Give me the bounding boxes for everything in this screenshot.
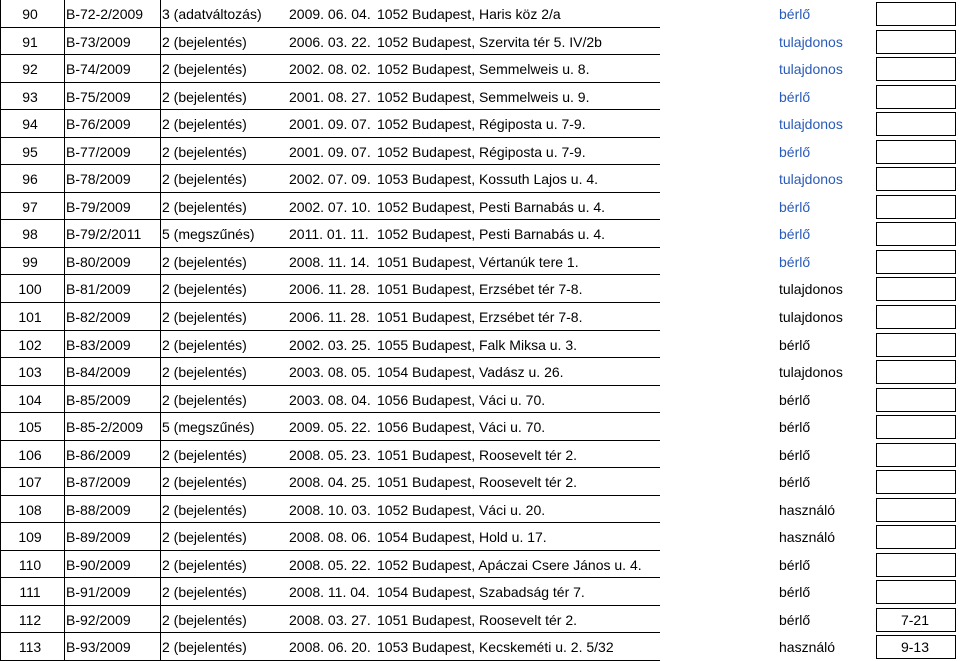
record-role: használó — [779, 639, 836, 655]
empty-cell-box — [876, 167, 956, 191]
record-type: 5 (megszűnés) — [162, 419, 255, 435]
record-address: 1055 Budapest, Falk Miksa u. 3. — [377, 337, 577, 353]
row-number: 105 — [18, 419, 42, 435]
record-date: 2001. 09. 07. — [289, 116, 371, 132]
record-date: 2008. 03. 27. — [289, 612, 371, 628]
record-address: 1052 Budapest, Váci u. 20. — [377, 502, 546, 518]
empty-cell-box — [876, 443, 956, 467]
record-date: 2009. 06. 04. — [289, 6, 371, 22]
record-date: 2003. 08. 04. — [289, 392, 371, 408]
table-row — [0, 28, 960, 56]
record-date: 2006. 11. 28. — [289, 281, 370, 297]
record-type: 2 (bejelentés) — [162, 89, 247, 105]
record-role: bérlő — [779, 337, 811, 353]
record-role: bérlő — [779, 144, 811, 160]
empty-cell-box — [876, 635, 956, 659]
table-row — [0, 0, 960, 28]
record-date: 2001. 08. 27. — [289, 89, 371, 105]
record-address: 1051 Budapest, Roosevelt tér 2. — [377, 612, 578, 628]
record-role: tulajdonos — [779, 364, 843, 380]
table-row — [0, 633, 960, 661]
empty-cell-box — [876, 30, 956, 54]
record-role: bérlő — [779, 199, 811, 215]
empty-cell-box — [876, 140, 956, 164]
record-id: B-72-2/2009 — [66, 6, 144, 22]
row-number: 99 — [22, 254, 38, 270]
row-number: 100 — [18, 281, 42, 297]
record-address: 1054 Budapest, Szabadság tér 7. — [377, 584, 585, 600]
row-number: 106 — [18, 447, 42, 463]
record-address: 1052 Budapest, Semmelweis u. 9. — [377, 89, 590, 105]
table-row — [0, 303, 960, 331]
record-role: bérlő — [779, 612, 811, 628]
record-date: 2003. 08. 05. — [289, 364, 371, 380]
empty-cell-box — [876, 553, 956, 577]
record-type: 2 (bejelentés) — [162, 392, 247, 408]
record-address: 1052 Budapest, Pesti Barnabás u. 4. — [377, 199, 606, 215]
column-divider — [160, 0, 161, 661]
record-address: 1052 Budapest, Régiposta u. 7-9. — [377, 144, 586, 160]
record-role: bérlő — [779, 557, 811, 573]
record-role: bérlő — [779, 89, 811, 105]
row-number: 94 — [22, 116, 38, 132]
record-role: tulajdonos — [779, 171, 843, 187]
record-type: 2 (bejelentés) — [162, 34, 247, 50]
record-type: 2 (bejelentés) — [162, 639, 247, 655]
empty-cell-box — [876, 498, 956, 522]
record-type: 2 (bejelentés) — [162, 474, 247, 490]
record-role: tulajdonos — [779, 116, 843, 132]
empty-cell-box — [876, 580, 956, 604]
table-row — [0, 606, 960, 634]
record-id: B-83/2009 — [66, 337, 131, 353]
empty-cell-box — [876, 305, 956, 329]
record-type: 2 (bejelentés) — [162, 337, 247, 353]
record-date: 2008. 08. 06. — [289, 529, 371, 545]
table-row — [0, 468, 960, 496]
record-address: 1051 Budapest, Vértanúk tere 1. — [377, 254, 579, 270]
row-number: 92 — [22, 61, 38, 77]
record-id: B-86/2009 — [66, 447, 131, 463]
empty-cell-box — [876, 112, 956, 136]
record-role: bérlő — [779, 584, 811, 600]
table-row — [0, 413, 960, 441]
column-divider — [64, 0, 65, 661]
table-row — [0, 578, 960, 606]
row-number: 95 — [22, 144, 38, 160]
record-date: 2008. 11. 14. — [289, 254, 370, 270]
empty-cell-box — [876, 250, 956, 274]
record-type: 2 (bejelentés) — [162, 502, 247, 518]
record-type: 3 (adatváltozás) — [162, 6, 262, 22]
record-id: B-74/2009 — [66, 61, 131, 77]
record-date: 2002. 03. 25. — [289, 337, 371, 353]
table-row — [0, 193, 960, 221]
record-date: 2006. 03. 22. — [289, 34, 371, 50]
table-row — [0, 275, 960, 303]
row-number: 93 — [22, 89, 38, 105]
table-row — [0, 55, 960, 83]
record-date: 2006. 11. 28. — [289, 309, 370, 325]
record-id: B-78/2009 — [66, 171, 131, 187]
record-role: használó — [779, 529, 836, 545]
empty-cell-box — [876, 525, 956, 549]
record-date: 2008. 05. 23. — [289, 447, 371, 463]
table-row — [0, 110, 960, 138]
table-row — [0, 496, 960, 524]
record-id: B-87/2009 — [66, 474, 131, 490]
table-row — [0, 523, 960, 551]
record-role: tulajdonos — [779, 34, 843, 50]
record-date: 2009. 05. 22. — [289, 419, 371, 435]
record-type: 2 (bejelentés) — [162, 281, 247, 297]
record-extra: 9-13 — [900, 639, 929, 655]
record-type: 2 (bejelentés) — [162, 254, 247, 270]
record-type: 2 (bejelentés) — [162, 529, 247, 545]
table-row — [0, 83, 960, 111]
record-address: 1051 Budapest, Roosevelt tér 2. — [377, 474, 578, 490]
empty-cell-box — [876, 277, 956, 301]
record-role: bérlő — [779, 447, 811, 463]
row-number: 112 — [18, 612, 42, 628]
record-address: 1052 Budapest, Haris köz 2/a — [377, 6, 561, 22]
row-number: 90 — [22, 6, 38, 22]
record-address: 1051 Budapest, Erzsébet tér 7-8. — [377, 309, 583, 325]
table-row — [0, 358, 960, 386]
record-id: B-81/2009 — [66, 281, 131, 297]
empty-cell-box — [876, 57, 956, 81]
row-number: 98 — [22, 226, 38, 242]
record-role: bérlő — [779, 419, 811, 435]
row-number: 111 — [19, 584, 41, 600]
record-type: 2 (bejelentés) — [162, 144, 247, 160]
record-address: 1051 Budapest, Erzsébet tér 7-8. — [377, 281, 583, 297]
record-date: 2002. 07. 09. — [289, 171, 371, 187]
table-row — [0, 386, 960, 414]
empty-cell-box — [876, 415, 956, 439]
record-type: 2 (bejelentés) — [162, 199, 247, 215]
record-date: 2008. 05. 22. — [289, 557, 371, 573]
record-address: 1056 Budapest, Váci u. 70. — [377, 392, 546, 408]
row-number: 109 — [18, 529, 42, 545]
record-id: B-85-2/2009 — [66, 419, 144, 435]
record-extra: 7-21 — [900, 612, 929, 628]
record-id: B-76/2009 — [66, 116, 131, 132]
record-type: 2 (bejelentés) — [162, 447, 247, 463]
record-type: 2 (bejelentés) — [162, 584, 247, 600]
record-date: 2008. 10. 03. — [289, 502, 371, 518]
record-type: 2 (bejelentés) — [162, 309, 247, 325]
record-type: 2 (bejelentés) — [162, 557, 247, 573]
table-row — [0, 138, 960, 166]
row-number: 96 — [22, 171, 38, 187]
record-id: B-93/2009 — [66, 639, 131, 655]
record-address: 1051 Budapest, Roosevelt tér 2. — [377, 447, 578, 463]
row-number: 113 — [18, 639, 42, 655]
empty-cell-box — [876, 222, 956, 246]
record-date: 2001. 09. 07. — [289, 144, 371, 160]
record-role: bérlő — [779, 254, 811, 270]
record-address: 1054 Budapest, Vadász u. 26. — [377, 364, 564, 380]
empty-cell-box — [876, 470, 956, 494]
record-address: 1053 Budapest, Kossuth Lajos u. 4. — [377, 171, 599, 187]
record-address: 1052 Budapest, Semmelweis u. 8. — [377, 61, 590, 77]
record-id: B-80/2009 — [66, 254, 131, 270]
empty-cell-box — [876, 608, 956, 632]
table-row — [0, 551, 960, 579]
row-number: 108 — [18, 502, 42, 518]
empty-cell-box — [876, 360, 956, 384]
record-address: 1053 Budapest, Kecskeméti u. 2. 5/32 — [377, 639, 614, 655]
record-address: 1056 Budapest, Váci u. 70. — [377, 419, 546, 435]
record-id: B-85/2009 — [66, 392, 131, 408]
record-id: B-90/2009 — [66, 557, 131, 573]
record-type: 2 (bejelentés) — [162, 116, 247, 132]
record-date: 2008. 06. 20. — [289, 639, 371, 655]
table-row — [0, 248, 960, 276]
row-number: 104 — [18, 392, 42, 408]
record-type: 2 (bejelentés) — [162, 364, 247, 380]
record-date: 2011. 01. 11. — [289, 226, 369, 242]
table-row — [0, 165, 960, 193]
record-address: 1052 Budapest, Apáczai Csere János u. 4. — [377, 557, 642, 573]
record-date: 2002. 07. 10. — [289, 199, 371, 215]
row-number: 91 — [22, 34, 38, 50]
record-id: B-92/2009 — [66, 612, 131, 628]
record-id: B-89/2009 — [66, 529, 131, 545]
record-date: 2002. 08. 02. — [289, 61, 371, 77]
record-id: B-75/2009 — [66, 89, 131, 105]
row-number: 110 — [18, 557, 42, 573]
record-address: 1052 Budapest, Szervita tér 5. IV/2b — [377, 34, 602, 50]
record-id: B-77/2009 — [66, 144, 131, 160]
empty-cell-box — [876, 2, 956, 26]
record-role: használó — [779, 502, 836, 518]
empty-cell-box — [876, 333, 956, 357]
table-row — [0, 220, 960, 248]
record-date: 2008. 11. 04. — [289, 584, 370, 600]
record-type: 2 (bejelentés) — [162, 61, 247, 77]
record-date: 2008. 04. 25. — [289, 474, 371, 490]
row-number: 107 — [18, 474, 42, 490]
column-divider — [0, 0, 1, 661]
record-address: 1052 Budapest, Régiposta u. 7-9. — [377, 116, 586, 132]
record-id: B-82/2009 — [66, 309, 131, 325]
record-role: bérlő — [779, 6, 811, 22]
record-id: B-79/2009 — [66, 199, 131, 215]
row-number: 103 — [18, 364, 42, 380]
row-number: 102 — [18, 337, 42, 353]
record-type: 2 (bejelentés) — [162, 171, 247, 187]
table-row — [0, 331, 960, 359]
record-type: 5 (megszűnés) — [162, 226, 255, 242]
record-id: B-73/2009 — [66, 34, 131, 50]
empty-cell-box — [876, 195, 956, 219]
record-role: tulajdonos — [779, 309, 843, 325]
row-number: 101 — [18, 309, 42, 325]
record-address: 1052 Budapest, Pesti Barnabás u. 4. — [377, 226, 606, 242]
record-role: bérlő — [779, 392, 811, 408]
record-id: B-79/2/2011 — [66, 226, 142, 242]
record-role: tulajdonos — [779, 281, 843, 297]
record-type: 2 (bejelentés) — [162, 612, 247, 628]
record-role: bérlő — [779, 474, 811, 490]
record-address: 1054 Budapest, Hold u. 17. — [377, 529, 547, 545]
record-id: B-88/2009 — [66, 502, 131, 518]
row-number: 97 — [22, 199, 38, 215]
record-id: B-91/2009 — [66, 584, 131, 600]
record-role: tulajdonos — [779, 61, 843, 77]
empty-cell-box — [876, 388, 956, 412]
table-row — [0, 441, 960, 469]
record-id: B-84/2009 — [66, 364, 131, 380]
empty-cell-box — [876, 85, 956, 109]
record-role: bérlő — [779, 226, 811, 242]
